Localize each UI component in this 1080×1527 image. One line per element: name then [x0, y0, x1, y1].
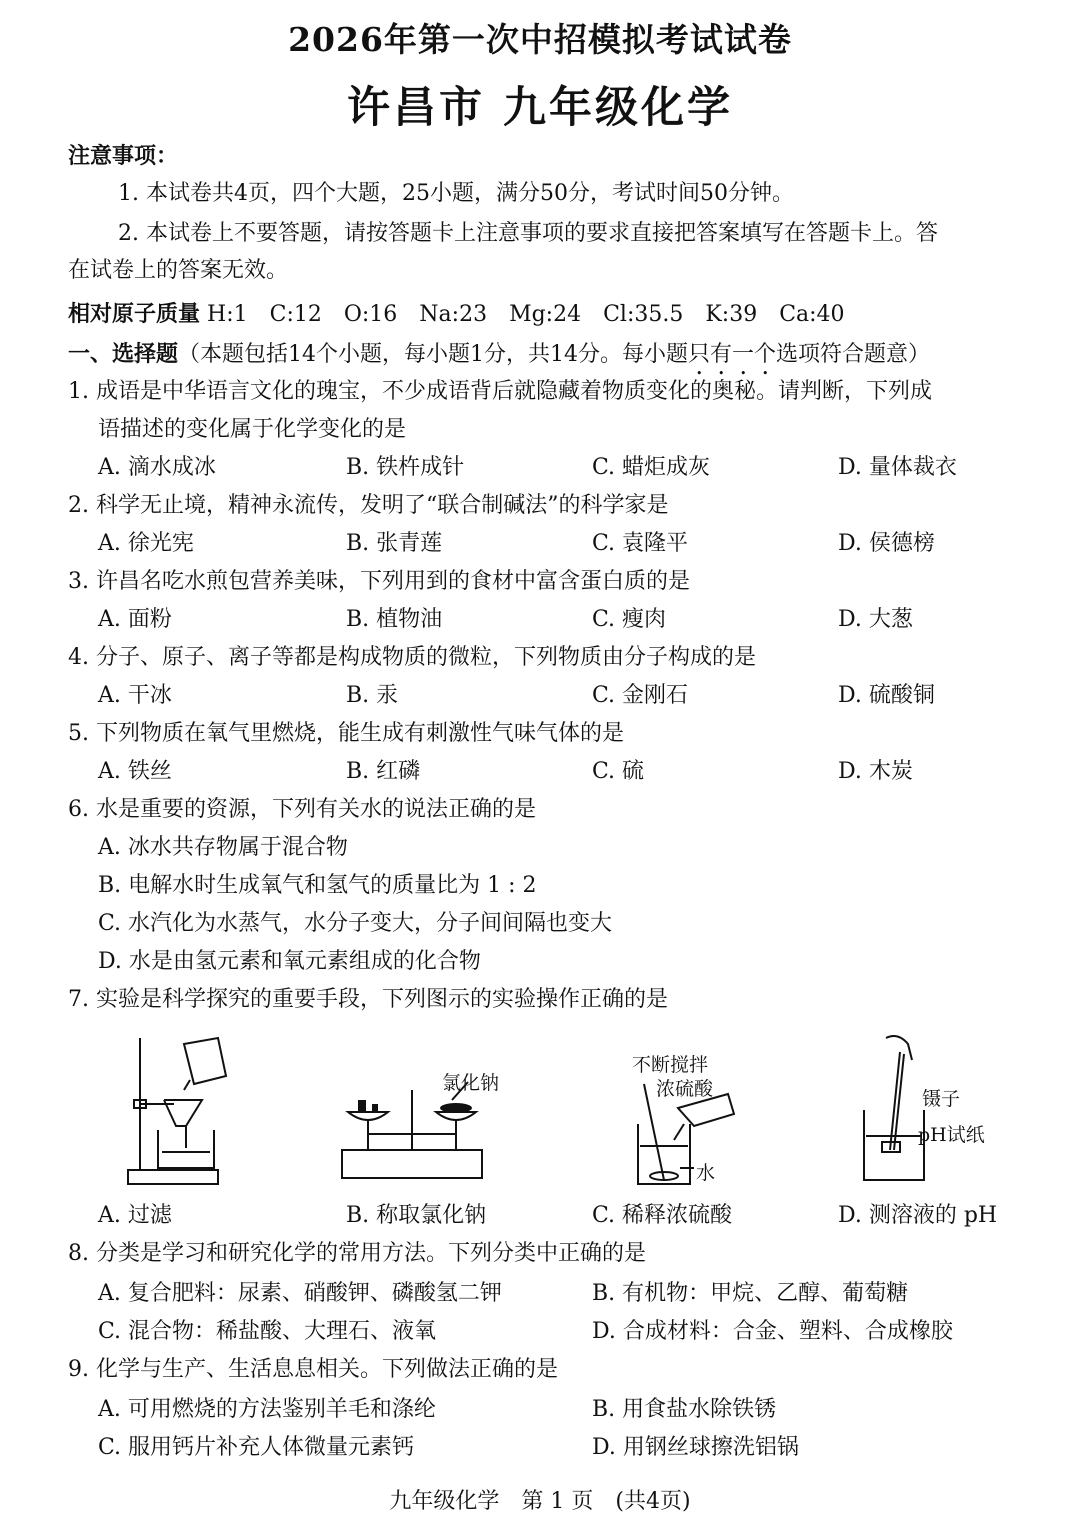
notice-item-2: 2. 本试卷上不要答题，请按答题卡上注意事项的要求直接把答案填写在答题卡上。答	[118, 221, 938, 246]
q9-option-d: D. 用钢丝球擦洗铝锅	[592, 1435, 799, 1460]
q3-option-c: C. 瘦肉	[592, 607, 667, 632]
q2-stem: 2. 科学无止境，精神永流传，发明了“联合制碱法”的科学家是	[68, 493, 669, 518]
q2-option-b: B. 张青莲	[346, 531, 443, 556]
q9-stem: 9. 化学与生产、生活息息相关。下列做法正确的是	[68, 1357, 558, 1382]
q6-option-b: B. 电解水时生成氧气和氢气的质量比为 1 : 2	[98, 873, 537, 898]
q2-option-a: A. 徐光宪	[98, 531, 194, 556]
q6-stem: 6. 水是重要的资源，下列有关水的说法正确的是	[68, 797, 536, 822]
fig-b-label: 氯化钠	[442, 1072, 500, 1094]
fig-d-label-ph-paper: pH试纸	[918, 1124, 985, 1146]
notice-item-1: 1. 本试卷共4页，四个大题，25小题，满分50分，考试时间50分钟。	[118, 181, 794, 206]
section1-desc-emph: 只有一个	[688, 342, 777, 367]
q5-stem: 5. 下列物质在氧气里燃烧，能生成有刺激性气味气体的是	[68, 721, 624, 746]
q8-option-d: D. 合成材料：合金、塑料、合成橡胶	[592, 1319, 953, 1344]
q3-option-a: A. 面粉	[98, 607, 172, 632]
section1-title: 一、选择题	[68, 341, 179, 367]
q4-option-a: A. 干冰	[98, 683, 172, 708]
q5-option-d: D. 木炭	[838, 759, 913, 784]
q1-option-b: B. 铁杵成针	[346, 455, 465, 480]
atomic-mass-values: H:1 C:12 O:16 Na:23 Mg:24 Cl:35.5 K:39 Ca:40	[207, 302, 845, 327]
q2-option-c: C. 袁隆平	[592, 531, 689, 556]
fig-d-label-tweezers: 镊子	[922, 1088, 961, 1110]
fig-c-label-stir: 不断搅拌	[632, 1054, 709, 1076]
q5-option-a: A. 铁丝	[98, 759, 172, 784]
page-footer: 九年级化学 第 1 页 (共4页)	[389, 1489, 691, 1514]
atomic-mass-line	[68, 300, 845, 329]
q8-stem: 8. 分类是学习和研究化学的常用方法。下列分类中正确的是	[68, 1241, 646, 1266]
q1-option-a: A. 滴水成冰	[98, 455, 216, 480]
q7-option-d: D. 测溶液的 pH	[838, 1203, 998, 1228]
q4-stem: 4. 分子、原子、离子等都是构成物质的微粒，下列物质由分子构成的是	[68, 645, 756, 670]
q5-option-b: B. 红磷	[346, 759, 421, 784]
q5-option-c: C. 硫	[592, 759, 645, 784]
q7-stem: 7. 实验是科学探究的重要手段，下列图示的实验操作正确的是	[68, 987, 668, 1012]
q9-option-c: C. 服用钙片补充人体微量元素钙	[98, 1435, 415, 1460]
section1-desc-post: 选项符合题意）	[776, 342, 931, 367]
filtration-figure	[118, 1030, 248, 1190]
q7-option-a: A. 过滤	[98, 1203, 172, 1228]
q1-option-c: C. 蜡炬成灰	[592, 455, 711, 480]
exam-title: 2026年第一次中招模拟考试试卷	[288, 20, 792, 59]
q6-option-a: A. 冰水共存物属于混合物	[98, 835, 348, 860]
q6-option-d: D. 水是由氢元素和氧元素组成的化合物	[98, 949, 481, 974]
q1-stem: 1. 成语是中华语言文化的瑰宝，不少成语背后就隐藏着物质变化的奥秘。请判断，下列成	[68, 379, 932, 404]
fig-c-label-water: 水	[696, 1162, 716, 1184]
fig-c-label-acid: 浓硫酸	[656, 1078, 714, 1100]
atomic-mass-label: 相对原子质量	[68, 301, 201, 327]
section1-heading	[68, 340, 930, 380]
q3-option-b: B. 植物油	[346, 607, 443, 632]
q1-stem-cont: 语描述的变化属于化学变化的是	[98, 417, 407, 442]
q1-option-d: D. 量体裁衣	[838, 455, 957, 480]
q4-option-c: C. 金刚石	[592, 683, 689, 708]
q9-option-b: B. 用食盐水除铁锈	[592, 1397, 777, 1422]
q4-option-b: B. 汞	[346, 683, 399, 708]
q8-option-a: A. 复合肥料：尿素、硝酸钾、磷酸氢二钾	[98, 1281, 502, 1306]
q7-option-b: B. 称取氯化钠	[346, 1203, 487, 1228]
q9-option-a: A. 可用燃烧的方法鉴别羊毛和涤纶	[98, 1397, 436, 1422]
q3-option-d: D. 大葱	[838, 607, 913, 632]
q8-option-b: B. 有机物：甲烷、乙醇、葡萄糖	[592, 1281, 909, 1306]
q4-option-d: D. 硫酸铜	[838, 683, 935, 708]
section1-desc-pre: （本题包括14个小题，每小题1分，共14分。每小题	[178, 342, 689, 367]
q3-stem: 3. 许昌名吃水煎包营养美味，下列用到的食材中富含蛋白质的是	[68, 569, 690, 594]
exam-subtitle: 许昌市 九年级化学	[347, 83, 733, 133]
notice-item-2-cont: 在试卷上的答案无效。	[68, 258, 289, 283]
q6-option-c: C. 水汽化为水蒸气，水分子变大，分子间间隔也变大	[98, 911, 613, 936]
notice-heading: 注意事项：	[68, 143, 179, 169]
q2-option-d: D. 侯德榜	[838, 531, 935, 556]
q8-option-c: C. 混合物：稀盐酸、大理石、液氧	[98, 1319, 437, 1344]
q7-option-c: C. 稀释浓硫酸	[592, 1203, 733, 1228]
